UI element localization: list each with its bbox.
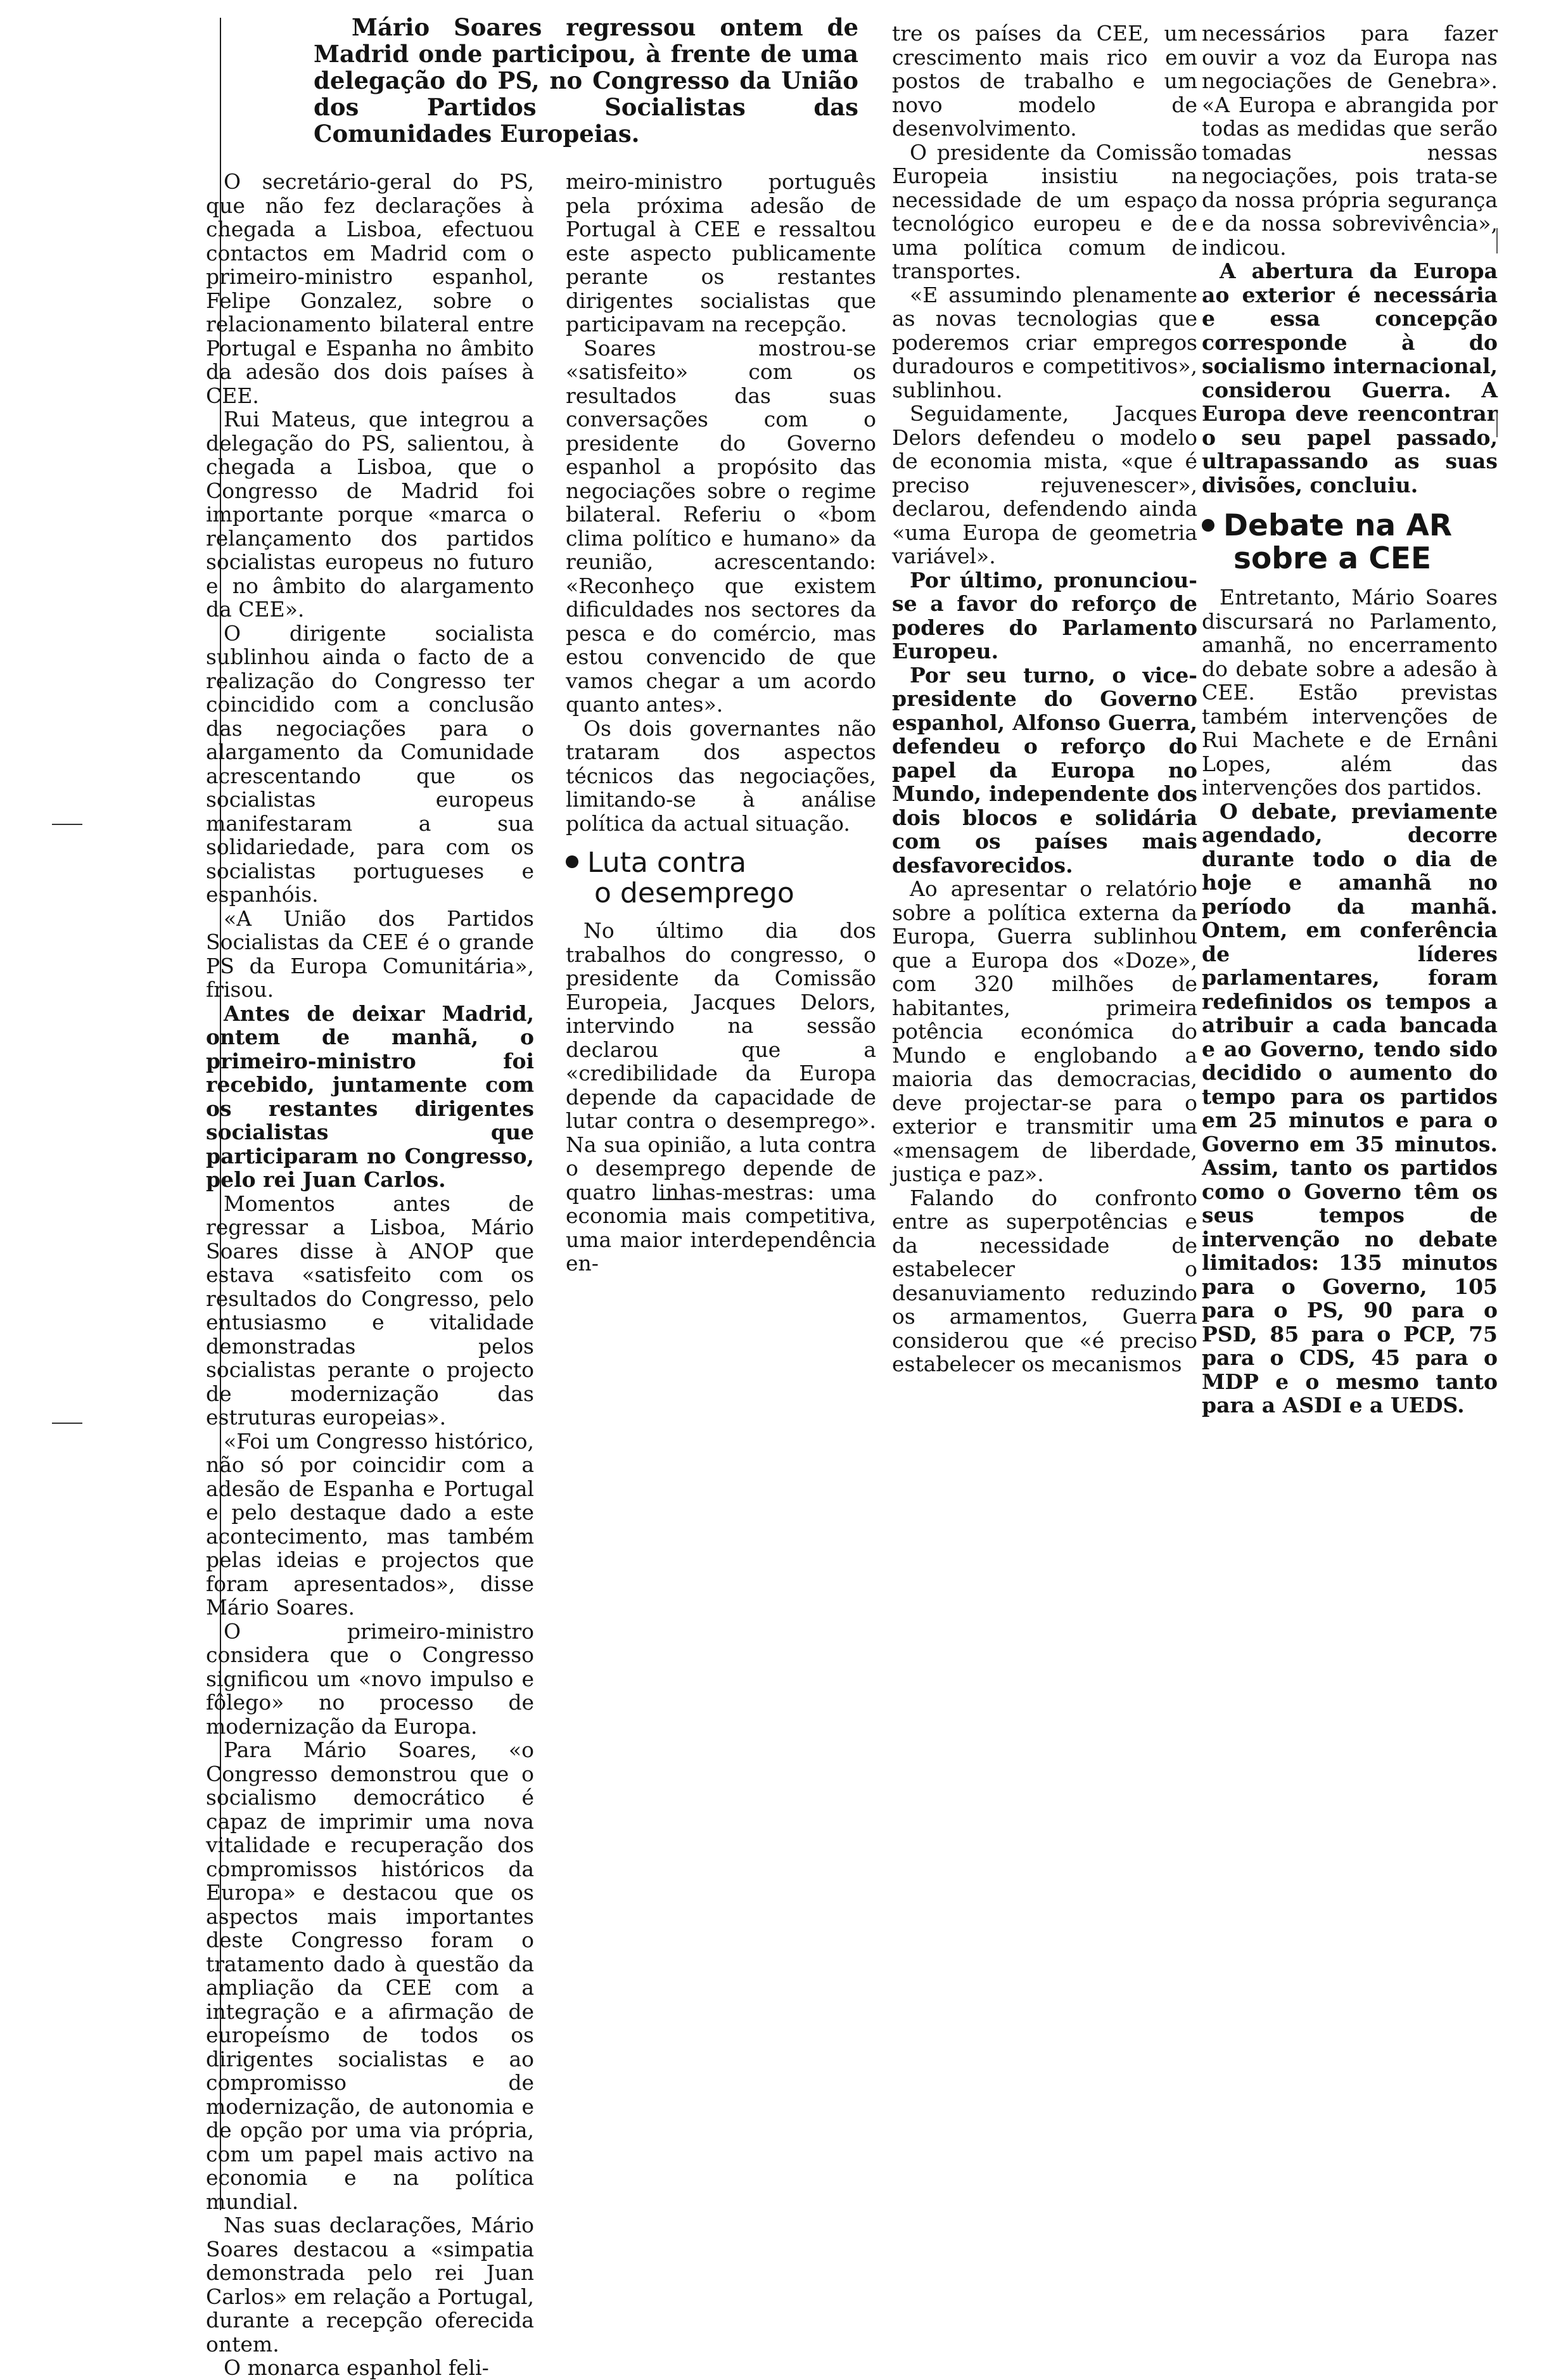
paragraph: A abertura da Europa ao exterior é necessária e essa concepção corresponde à do socialismo internacional, considerou Guerra. A Europa deve reencontrar o seu papel passado, ultrapassando as suas divisões, concluiu. xyxy=(1202,259,1498,497)
paragraph: Momentos antes de regressar a Lisboa, Mário Soares disse à ANOP que estava «satisfeito com os resultados do Congresso, pelo entusiasmo e vitalidade demonstradas pelos socialistas perante o projecto de modernização das estruturas europeias». xyxy=(206,1191,534,1430)
article-lead: Mário Soares regressou ontem de Madrid onde participou, à frente de uma delegação do PS, no Congresso da União dos Partidos Socialistas das Comunidades Europeias. xyxy=(314,13,858,148)
paragraph: No último dia dos trabalhos do congresso, o presidente da Comissão Europeia, Jacques Delors, intervindo na sessão declarou que a «credibilidade da Europa depende da capacidade de lutar contra o desemprego». Na sua opinião, a luta contra o desemprego depende de quatro linhas-mestras: uma economia mais competitiva, uma maior interdependência en- xyxy=(566,918,876,1276)
paragraph: Entretanto, Mário Soares discursará no Parlamento, amanhã, no encerramento do debate sobre a adesão à CEE. Estão previstas também intervenções de Rui Machete e de Ernâni Lopes, além das intervenções dos partidos. xyxy=(1202,585,1498,800)
paragraph: Por seu turno, o vice-presidente do Governo espanhol, Alfonso Guerra, defendeu o reforço do papel da Europa no Mundo, independente dos dois blocos e solidária com os países mais desfavorecidos. xyxy=(892,662,1197,878)
paragraph: Seguidamente, Jacques Delors defendeu o modelo de economia mista, «que é preciso rejuvenescer», declarou, defendendo ainda «uma Europa de geometria variável». xyxy=(892,401,1197,568)
paragraph: Nas suas declarações, Mário Soares destacou a «simpatia demonstrada pelo rei Juan Carlos» em relação a Portugal, durante a recepção oferecida ontem. xyxy=(206,2213,534,2357)
paragraph: «A União dos Partidos Socialistas da CEE é o grande PS da Europa Comunitária», frisou. xyxy=(206,905,534,1002)
paragraph: O debate, previamente agendado, decorre durante todo o dia de hoje e amanhã no período da manhã. Ontem, em conferência de líderes parlamentares, foram redefinidos os tempos a atribuir a cada bancada e ao Governo, tendo sido decidido o aumento do tempo para os partidos em 25 minutos e para o Governo em 35 minutos. Assim, tanto os partidos como o Governo têm os seus tempos de intervenção no debate limitados: 135 minutos para o Governo, 105 para o PS, 90 para o PSD, 85 para o PCP, 75 para o CDS, 45 para o MDP e o mesmo tanto para a ASDI e a UEDS. xyxy=(1202,798,1498,1417)
paragraph: «Foi um Congresso histórico, não só por coincidir com a adesão de Espanha e Portugal e pelo destaque dado a este acontecimento, mas também pelas ideias e projectos que foram apresentados», disse Mário Soares. xyxy=(206,1428,534,1620)
bullet-icon xyxy=(1202,519,1214,532)
paragraph: Antes de deixar Madrid, ontem de manhã, o primeiro-ministro foi recebido, juntamente com os restantes dirigentes socialistas que participaram no Congresso, pelo rei Juan Carlos. xyxy=(206,1001,534,1192)
paragraph: tre os países da CEE, um crescimento mais rico em postos de trabalho e um novo modelo de desenvolvimento. xyxy=(892,21,1197,141)
scan-mark xyxy=(52,1423,82,1424)
paragraph: O secretário-geral do PS, que não fez declarações à chegada a Lisboa, efectuou contactos em Madrid com o primeiro-ministro espanhol, Felipe Gonzalez, sobre o relacionamento bilateral entre Portugal e Espanha no âmbito da adesão dos dois países à CEE. xyxy=(206,169,534,408)
paragraph: O primeiro-ministro considera que o Congresso significou um «novo impulso e fôlego» no processo de modernização da Europa. xyxy=(206,1618,534,1739)
paragraph: Rui Mateus, que integrou a delegação do PS, salientou, à chegada a Lisboa, que o Congresso de Madrid foi importante porque «marca o relançamento dos partidos socialistas europeus no futuro e no âmbito do alargamento da CEE». xyxy=(206,407,534,622)
paragraph: O dirigente socialista sublinhou ainda o facto de a realização do Congresso ter coincidido com a conclusão das negociações para o alargamento da Comunidade acrescentando que os socialistas europeus manifestaram a sua solidariedade, para com os socialistas portugueses e espanhóis. xyxy=(206,620,534,907)
article-column-4 xyxy=(1202,22,1498,1417)
paragraph: meiro-ministro português pela próxima adesão de Portugal à CEE e ressaltou este aspecto publicamente perante os restantes dirigentes socialistas que participavam na recepção. xyxy=(566,169,876,336)
article-column-1 xyxy=(206,170,534,2380)
paragraph: necessários para fazer ouvir a voz da Europa nas negociações de Genebra». «A Europa e abrangida por todas as medidas que serão tomadas nessas negociações, pois trata-se da nossa própria segurança e da nossa sobrevivência», indicou. xyxy=(1202,21,1498,260)
subheading-debate-na-ar xyxy=(1202,509,1498,575)
paragraph: Os dois governantes não trataram dos aspectos técnicos das negociações, limitando-se à análise política da actual situação. xyxy=(566,715,876,836)
paragraph: «E assumindo plenamente as novas tecnologias que poderemos criar empregos duradouros e competitivos», sublinhou. xyxy=(892,282,1197,402)
paragraph: Para Mário Soares, «o Congresso demonstrou que o socialismo democrático é capaz de imprimir uma nova vitalidade e recuperação dos compromissos históricos da Europa» e destacou que os aspectos mais importantes deste Congresso foram o tratamento dado à questão da ampliação da CEE com a integração e a afirmação de europeísmo de todos os dirigentes socialistas e ao compromisso de modernização, de autonomia e de opção por uma via própria, com um papel mais activo na economia e na política mundial. xyxy=(206,1737,534,2214)
paragraph: Ao apresentar o relatório sobre a política externa da Europa, Guerra sublinhou que a Europa dos «Doze», com 320 milhões de habitantes, primeira potência económica do Mundo e englobando a maioria das democracias, deve projectar-se para o exterior e transmitir uma «mensagem de liberdade, justiça e paz». xyxy=(892,876,1197,1186)
article-column-2 xyxy=(566,170,876,1276)
paragraph: Falando do confronto entre as superpotências e da necessidade de estabelecer o desanuviamento reduzindo os armamentos, Guerra considerou que «é preciso estabelecer os mecanismos xyxy=(892,1185,1197,1376)
subheading-luta-contra-desemprego xyxy=(566,848,876,909)
subheading-line: o desemprego xyxy=(594,877,794,909)
subheading-line: sobre a CEE xyxy=(1233,541,1432,576)
article-column-3 xyxy=(892,22,1197,1376)
paragraph: Por último, pronunciou-se a favor do reforço de poderes do Parlamento Europeu. xyxy=(892,567,1197,663)
scan-mark xyxy=(52,824,82,825)
paragraph: O monarca espanhol feli- xyxy=(224,2355,489,2380)
paragraph: O presidente da Comissão Europeia insistiu na necessidade de um espaço tecnológico europeu e de uma política comum de transportes. xyxy=(892,139,1197,283)
paragraph: Soares mostrou-se «satisfeito» com os resultados das suas conversações com o presidente do Governo espanhol a propósito das negociações sobre o regime bilateral. Referiu o «bom clima político e humano» da reunião, acrescentando: «Reconheço que existem dificuldades nos sectores da pesca e do comércio, mas estou convencido de que vamos chegar a um acordo quanto antes». xyxy=(566,335,876,717)
subheading-line: Luta contra xyxy=(587,847,747,879)
bullet-icon xyxy=(566,855,578,868)
subheading-line: Debate na AR xyxy=(1223,508,1453,543)
